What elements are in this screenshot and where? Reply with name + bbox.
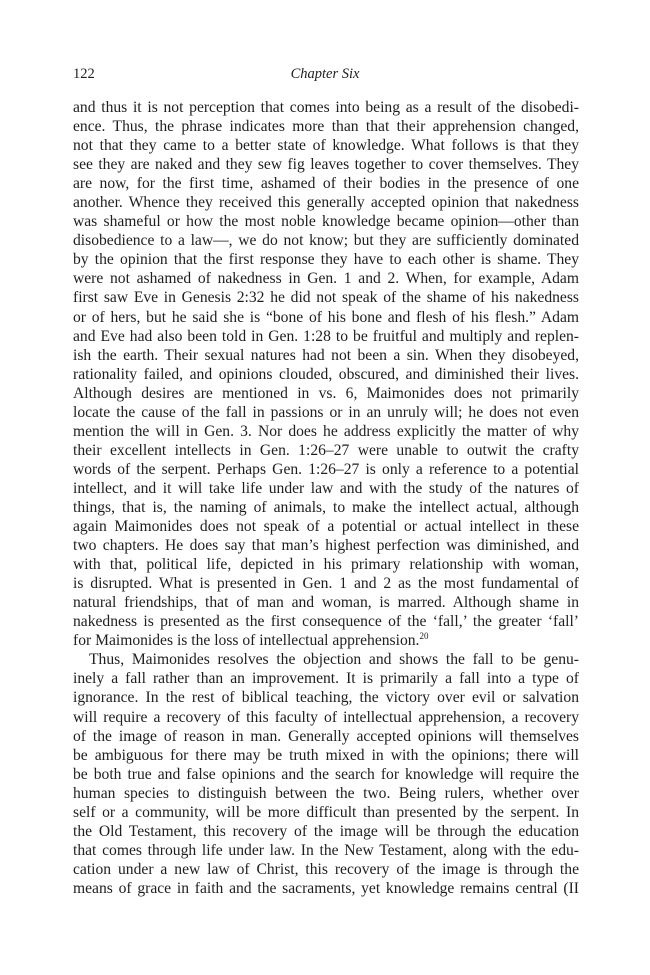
text-line-content: is disrupted. What is presented in Gen. 1 and 2 as the most fundamental of bbox=[73, 575, 579, 593]
text-line-content: ish the earth. Their sexual natures had not been a sin. When they disobeyed, bbox=[73, 346, 579, 364]
body-text bbox=[73, 98, 579, 898]
text-line bbox=[73, 308, 579, 327]
text-line bbox=[73, 517, 579, 536]
paragraph bbox=[73, 98, 579, 650]
text-line bbox=[73, 212, 579, 231]
text-line bbox=[73, 841, 579, 860]
text-line-content: not that they came to a better state of knowledge. What follows is that they bbox=[73, 137, 579, 155]
text-line bbox=[73, 765, 579, 784]
text-line-content: their excellent intellects in Gen. 1:26–27 were unable to outwit the crafty bbox=[73, 441, 579, 459]
text-line-content: words of the serpent. Perhaps Gen. 1:26–27 is only a reference to a potential bbox=[73, 460, 579, 478]
footnote-marker[interactable]: 20 bbox=[419, 631, 429, 642]
text-line-content: or of hers, but he said she is “bone of his bone and flesh of his flesh.” Adam bbox=[73, 308, 579, 326]
text-line-content: and Eve had also been told in Gen. 1:28 to be fruitful and multiply and replen- bbox=[73, 327, 579, 345]
text-line-content: two chapters. He does say that man’s highest perfection was diminished, and bbox=[73, 537, 579, 555]
text-line-content: are now, for the first time, ashamed of their bodies in the presence of one bbox=[73, 175, 579, 193]
text-line-content: nakedness is presented as the first consequence of the ‘fall,’ the greater ‘fall’ bbox=[73, 613, 579, 631]
text-line bbox=[73, 536, 579, 555]
text-line-content: first saw Eve in Genesis 2:32 he did not speak of the shame of his nakedness bbox=[73, 289, 579, 307]
text-line-content: self or a community, will be more difficult than presented by the serpent. In bbox=[73, 803, 579, 821]
paragraph bbox=[73, 650, 579, 898]
text-line-content: of the image of reason in man. Generally accepted opinions will themselves bbox=[73, 727, 579, 745]
text-line bbox=[73, 555, 579, 574]
text-line bbox=[73, 784, 579, 803]
text-line-content: again Maimonides does not speak of a potential or actual intellect in these bbox=[73, 518, 579, 536]
text-line-content: were not ashamed of nakedness in Gen. 1 and 2. When, for example, Adam bbox=[73, 270, 579, 288]
text-line bbox=[73, 98, 579, 117]
text-line-content: Although desires are mentioned in vs. 6, Maimonides does not primarily bbox=[73, 384, 579, 402]
text-line-content: with that, political life, depicted in his primary relationship with woman, bbox=[73, 556, 579, 574]
text-line-content: cation under a new law of Christ, this recovery of the image is through the bbox=[73, 860, 579, 878]
text-line-content: and thus it is not perception that comes into being as a result of the disobedi- bbox=[73, 99, 579, 116]
text-line-content: see they are naked and they sew fig leaves together to cover themselves. They bbox=[73, 156, 579, 174]
text-line bbox=[73, 593, 579, 612]
text-line bbox=[73, 193, 579, 212]
text-line bbox=[73, 365, 579, 384]
text-line bbox=[73, 174, 579, 193]
text-line-content: that comes through life under law. In the New Testament, along with the edu- bbox=[73, 841, 579, 859]
text-line bbox=[73, 269, 579, 288]
text-line bbox=[73, 460, 579, 479]
text-line-content: inely a fall rather than an improvement. It is primarily a fall into a type of bbox=[73, 670, 579, 688]
text-line bbox=[73, 803, 579, 822]
text-line bbox=[73, 669, 579, 688]
text-line-content: be ambiguous for there may be truth mixed in with the opinions; there will bbox=[73, 746, 579, 764]
text-line-content: mention the will in Gen. 3. Nor does he address explicitly the matter of why bbox=[73, 422, 579, 440]
text-line-content: was shameful or how the most noble knowledge became opinion—other than bbox=[73, 213, 579, 231]
text-line-content: ence. Thus, the phrase indicates more than that their apprehension changed, bbox=[73, 118, 579, 136]
text-line-content: the Old Testament, this recovery of the image will be through the education bbox=[73, 822, 579, 840]
text-line-content: natural friendships, that of man and woman, is marred. Although shame in bbox=[73, 594, 579, 612]
page-number: 122 bbox=[73, 66, 95, 82]
running-head: Chapter Six bbox=[290, 66, 360, 82]
text-line bbox=[73, 231, 579, 250]
text-line-content: by the opinion that the first response they have to each other is shame. They bbox=[73, 251, 579, 269]
text-line bbox=[73, 822, 579, 841]
text-line bbox=[73, 136, 579, 155]
text-line bbox=[73, 708, 579, 727]
text-line bbox=[73, 250, 579, 269]
text-line bbox=[73, 612, 579, 631]
text-line bbox=[73, 860, 579, 879]
text-line-content: intellect, and it will take life under law and with the study of the natures of bbox=[73, 479, 579, 497]
text-line bbox=[73, 384, 579, 403]
text-line bbox=[73, 479, 579, 498]
text-line bbox=[73, 746, 579, 765]
text-line bbox=[73, 650, 579, 669]
text-line bbox=[73, 688, 579, 707]
text-line-content: will require a recovery of this faculty of intellectual apprehension, a recovery bbox=[73, 708, 579, 726]
text-line-content: Thus, Maimonides resolves the objection and shows the fall to be genu- bbox=[89, 651, 579, 669]
text-line bbox=[73, 288, 579, 307]
text-line-content: rationality failed, and opinions clouded, obscured, and diminished their lives. bbox=[73, 365, 579, 383]
text-line bbox=[73, 631, 579, 650]
page-header bbox=[73, 66, 577, 86]
text-line bbox=[73, 574, 579, 593]
text-line-content: means of grace in faith and the sacraments, yet knowledge remains central (II bbox=[73, 879, 579, 897]
text-line bbox=[73, 727, 579, 746]
text-line-content: human species to distinguish between the two. Being rulers, whether over bbox=[73, 784, 579, 802]
text-line bbox=[73, 327, 579, 346]
text-line-content: another. Whence they received this generally accepted opinion that nakedness bbox=[73, 194, 579, 212]
text-line bbox=[73, 403, 579, 422]
text-line bbox=[73, 441, 579, 460]
text-line-content: locate the cause of the fall in passions or in an unruly will; he does not even bbox=[73, 403, 579, 421]
text-line-content: be both true and false opinions and the search for knowledge will require the bbox=[73, 765, 579, 783]
text-line bbox=[73, 117, 579, 136]
text-line bbox=[73, 498, 579, 517]
text-line bbox=[73, 346, 579, 365]
text-line bbox=[73, 879, 579, 898]
text-line bbox=[73, 422, 579, 441]
text-line-content: for Maimonides is the loss of intellectual apprehension. bbox=[73, 632, 420, 650]
text-line-content: ignorance. In the rest of biblical teaching, the victory over evil or salvation bbox=[73, 689, 579, 707]
text-line-content: disobedience to a law—, we do not know; but they are sufficiently dominated bbox=[73, 232, 579, 250]
text-line-content: things, that is, the naming of animals, to make the intellect actual, although bbox=[73, 498, 579, 516]
text-line bbox=[73, 155, 579, 174]
